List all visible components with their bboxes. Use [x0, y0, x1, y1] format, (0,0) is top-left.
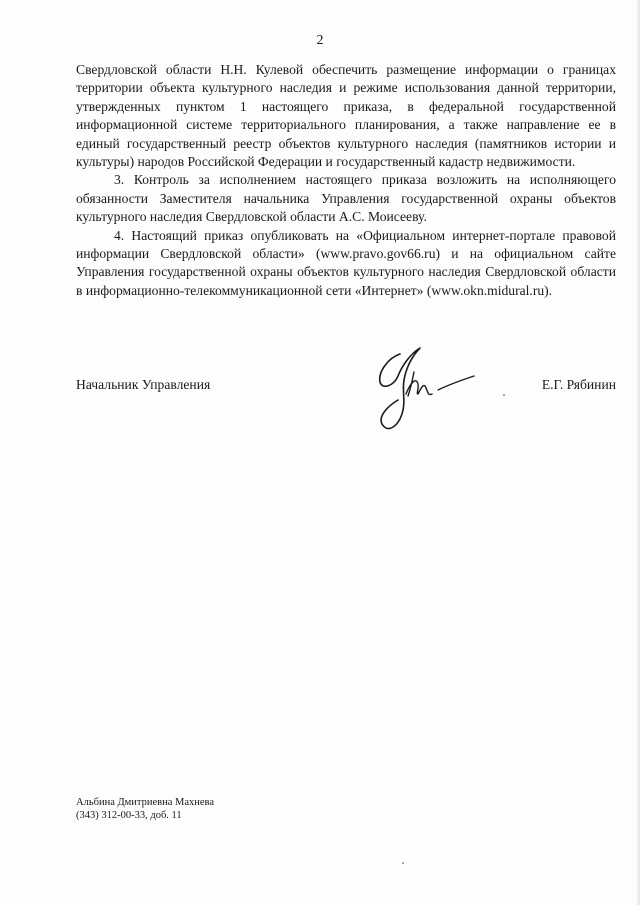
signatory-name: Е.Г. Рябинин	[541, 377, 616, 392]
signatory-position: Начальник Управления	[76, 377, 211, 392]
paragraph-continuation: Свердловской области Н.Н. Кулевой обеспечить размещение информации о границах территории объекта культурного наследия и режиме использования данной территории, утвержденных пунктом 1 настоящего приказа, в федеральной государственной информационной системе территориального планирования, а также направление ее в единый государственный реестр объектов культурного наследия (памятников истории и культуры) народов Российской Федерации и государственный кадастр недвижимости.	[76, 62, 616, 170]
executor-info	[76, 796, 214, 822]
paragraph-control: 3. Контроль за исполнением настоящего приказа возложить на исполняющего обязанности Заместителя начальника Управления государственной охраны объектов культурного наследия Свердловской области А.С. Моисееву.	[76, 172, 616, 225]
paragraph-publication: 4. Настоящий приказ опубликовать на «Официальном интернет-портале правовой информации Свердловской области» (www.pravo.gov66.ru) и на официальном сайте Управления государственной охраны объектов культурного наследия Свердловской области в информационно-телекоммуникационной сети «Интернет» (www.okn.midural.ru).	[76, 227, 616, 298]
executor-name: Альбина Дмитриевна Махнева	[76, 797, 215, 808]
page-number: 2	[316, 33, 324, 48]
scan-speck	[503, 394, 505, 396]
document-body	[76, 61, 616, 300]
handwritten-signature	[348, 342, 478, 442]
executor-phone: (343) 312-00-33, доб. 11	[76, 810, 182, 821]
scan-speck	[402, 862, 404, 864]
signature-block	[76, 374, 616, 464]
